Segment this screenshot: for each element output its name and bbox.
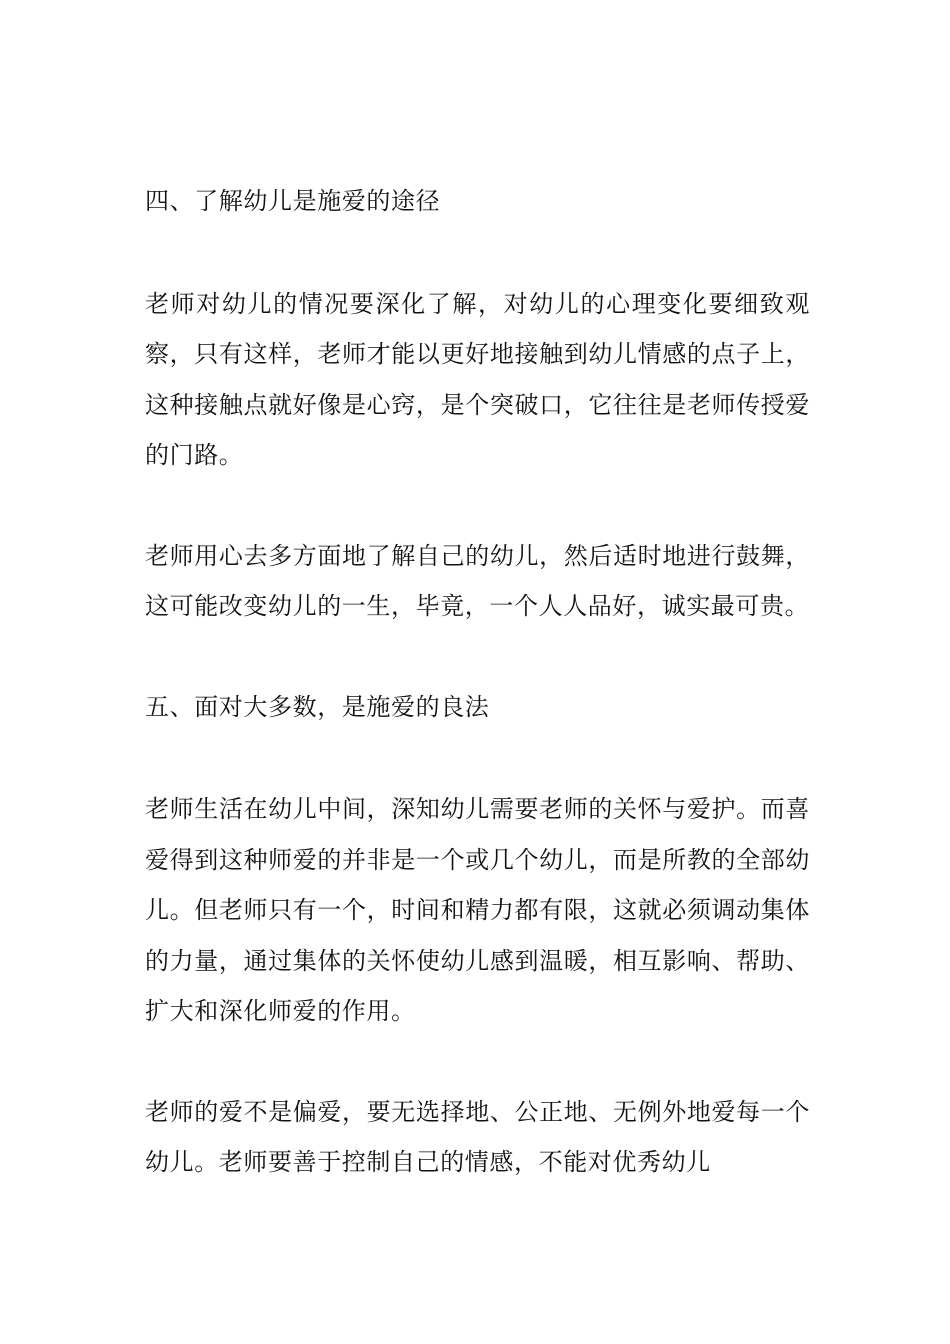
section-heading-4: 四、了解幼儿是施爱的途径 xyxy=(145,187,441,215)
paragraph-4: 老师的爱不是偏爱，要无选择地、公正地、无例外地爱每一个幼儿。老师要善于控制自己的情感，不能对优秀幼儿 xyxy=(145,1097,810,1176)
document-page xyxy=(145,176,810,1188)
section-heading-5: 五、面对大多数，是施爱的良法 xyxy=(145,692,490,721)
paragraph-2: 老师用心去多方面地了解自己的幼儿，然后适时地进行鼓舞，这可能改变幼儿的一生，毕竟，一个人人品好，诚实最可贵。 xyxy=(145,541,810,620)
paragraph-1: 老师对幼儿的情况要深化了解，对幼儿的心理变化要细致观察，只有这样，老师才能以更好地接触到幼儿情感的点子上，这种接触点就好像是心窍，是个突破口，它往往是老师传授爱的门路。 xyxy=(145,289,810,469)
paragraph-3: 老师生活在幼儿中间，深知幼儿需要老师的关怀与爱护。而喜爱得到这种师爱的并非是一个或几个幼儿，而是所教的全部幼儿。但老师只有一个，时间和精力都有限，这就必须调动集体的力量，通过集体的关怀使幼儿感到温暖，相互影响、帮助、扩大和深化师爱的作用。 xyxy=(145,795,810,1025)
